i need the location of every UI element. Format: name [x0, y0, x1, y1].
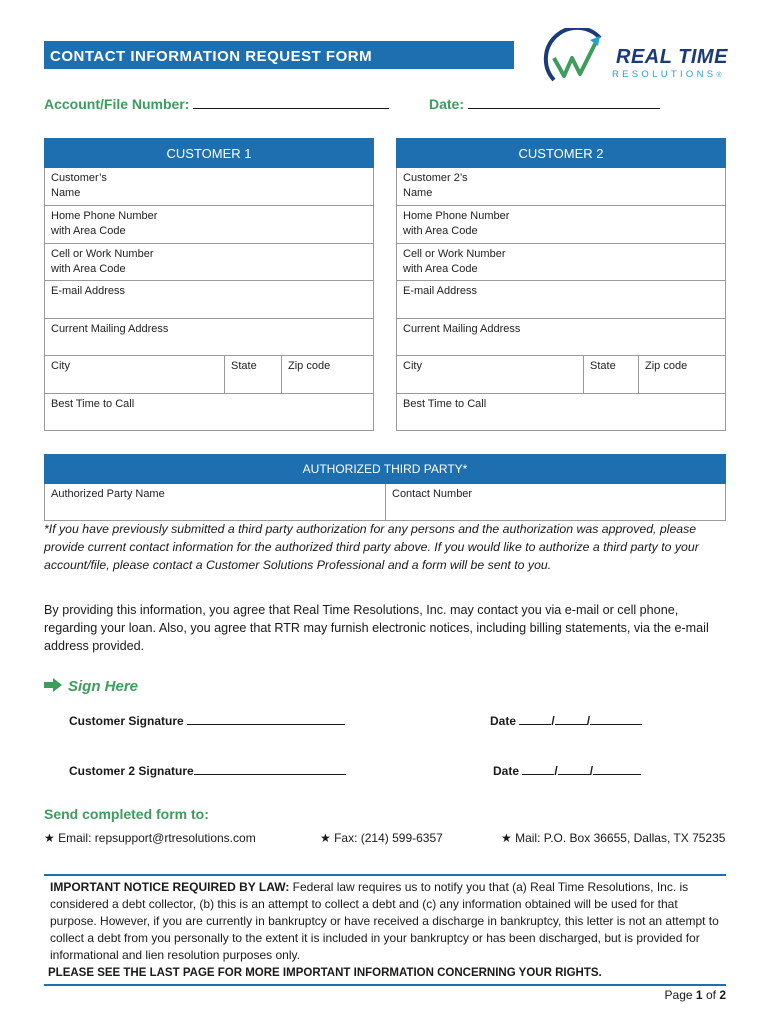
customer-signature-field [69, 714, 345, 728]
customer2-email-cell[interactable]: E-mail Address [397, 281, 726, 319]
account-field [44, 96, 389, 112]
arrow-right-icon [44, 678, 62, 692]
account-input-line[interactable] [193, 96, 389, 109]
customer1-mailing-cell[interactable]: Current Mailing Address [45, 319, 374, 356]
customer2-date-year[interactable] [593, 764, 641, 775]
customer2-heading: CUSTOMER 2 [397, 139, 726, 168]
logo-text: REAL TIME [616, 46, 728, 68]
customer-signature-label: Customer Signature [69, 714, 184, 728]
third-party-name-cell[interactable]: Authorized Party Name [45, 484, 386, 521]
customer2-date-month[interactable] [522, 764, 554, 775]
customer2-signature-label: Customer 2 Signature [69, 764, 194, 778]
customer-date-year[interactable] [590, 714, 642, 725]
consent-paragraph: By providing this information, you agree that Real Time Resolutions, Inc. may contact you via e-mail or cell phone, regarding your loan. Also, you agree that RTR may furnish electronic notices, including billing statements, via the e-mail address provided. [44, 603, 709, 653]
notice-lead: IMPORTANT NOTICE REQUIRED BY LAW: [50, 880, 290, 894]
date-field [429, 96, 660, 112]
send-to-heading: Send completed form to: [44, 806, 209, 822]
account-label: Account/File Number: [44, 96, 190, 112]
date-label: Date: [429, 96, 465, 112]
legal-notice [44, 874, 726, 986]
customer1-table [44, 138, 374, 431]
customer2-cell-phone-cell[interactable]: Cell or Work Number with Area Code [397, 244, 726, 281]
customer2-table [396, 138, 726, 431]
third-party-table [44, 454, 726, 521]
notice-last-page: PLEASE SEE THE LAST PAGE FOR MORE IMPORTANT INFORMATION CONCERNING YOUR RIGHTS. [48, 967, 602, 979]
customer1-home-phone-cell[interactable]: Home Phone Number with Area Code [45, 206, 374, 244]
send-mail: ★ Mail: P.O. Box 36655, Dallas, TX 75235 [501, 831, 726, 845]
third-party-contact-cell[interactable]: Contact Number [386, 484, 726, 521]
star-icon: ★ [320, 831, 335, 845]
send-fax: ★ Fax: (214) 599-6357 [320, 831, 443, 845]
customer-signature-line[interactable] [187, 714, 345, 725]
customer2-best-time-cell[interactable]: Best Time to Call [397, 394, 726, 431]
page-number: Page 1 of 2 [664, 988, 726, 1002]
customer-date-field: Date / / [490, 714, 642, 728]
customer1-heading: CUSTOMER 1 [45, 139, 374, 168]
date-input-line[interactable] [468, 96, 660, 109]
third-party-note: *If you have previously submitted a third party authorization for any persons and the authorization was approved, please provide current contact information for the authorized third party above. If you would like to authorize a third party to your account/file, please contact a Customer Solutions Professional and a form will be sent to you. [44, 522, 699, 572]
third-party-heading: AUTHORIZED THIRD PARTY* [45, 455, 726, 484]
sign-here-heading: Sign Here [44, 678, 138, 695]
logo-subtext: RESOLUTIONS® [612, 69, 722, 80]
customer2-signature-line[interactable] [194, 764, 346, 775]
customer2-date-field: Date / / [493, 764, 641, 778]
customer2-home-phone-cell[interactable]: Home Phone Number with Area Code [397, 206, 726, 244]
star-icon: ★ [44, 831, 59, 845]
customer1-name-cell[interactable]: Customer’s Name [45, 168, 374, 206]
customer-date-month[interactable] [519, 714, 551, 725]
customer1-cell-phone-cell[interactable]: Cell or Work Number with Area Code [45, 244, 374, 281]
customer2-name-cell[interactable]: Customer 2’s Name [397, 168, 726, 206]
send-email: ★ Email: repsupport@rtresolutions.com [44, 831, 256, 845]
customer1-zip-cell[interactable]: Zip code [282, 356, 374, 394]
logo-mark-icon [540, 28, 620, 88]
customer2-state-cell[interactable]: State [584, 356, 639, 394]
customer2-city-cell[interactable]: City [397, 356, 584, 394]
customer-date-label: Date [490, 714, 517, 728]
customer2-date-label: Date [493, 764, 520, 778]
company-logo [540, 28, 730, 88]
customer2-zip-cell[interactable]: Zip code [639, 356, 726, 394]
customer-date-day[interactable] [555, 714, 587, 725]
customer2-signature-field [69, 764, 346, 778]
customer1-state-cell[interactable]: State [225, 356, 282, 394]
notice-body: Federal law requires us to notify you that (a) Real Time Resolutions, Inc. is considered a debt collector, (b) this is an attempt to collect a debt and (c) any information obtained will be used for that purpose. However, if you are currently in bankruptcy or have received a discharge in bankruptcy, this letter is not an attempt to collect a debt from you personally to the extent it is included in your bankruptcy or has been discharged, but is provided for informational and lien resolution purposes only. [50, 880, 719, 962]
customer2-mailing-cell[interactable]: Current Mailing Address [397, 319, 726, 356]
customer1-best-time-cell[interactable]: Best Time to Call [45, 394, 374, 431]
customer2-date-day[interactable] [558, 764, 590, 775]
customer1-email-cell[interactable]: E-mail Address [45, 281, 374, 319]
customer1-city-cell[interactable]: City [45, 356, 225, 394]
star-icon: ★ [501, 831, 516, 845]
form-title: CONTACT INFORMATION REQUEST FORM [44, 41, 514, 69]
